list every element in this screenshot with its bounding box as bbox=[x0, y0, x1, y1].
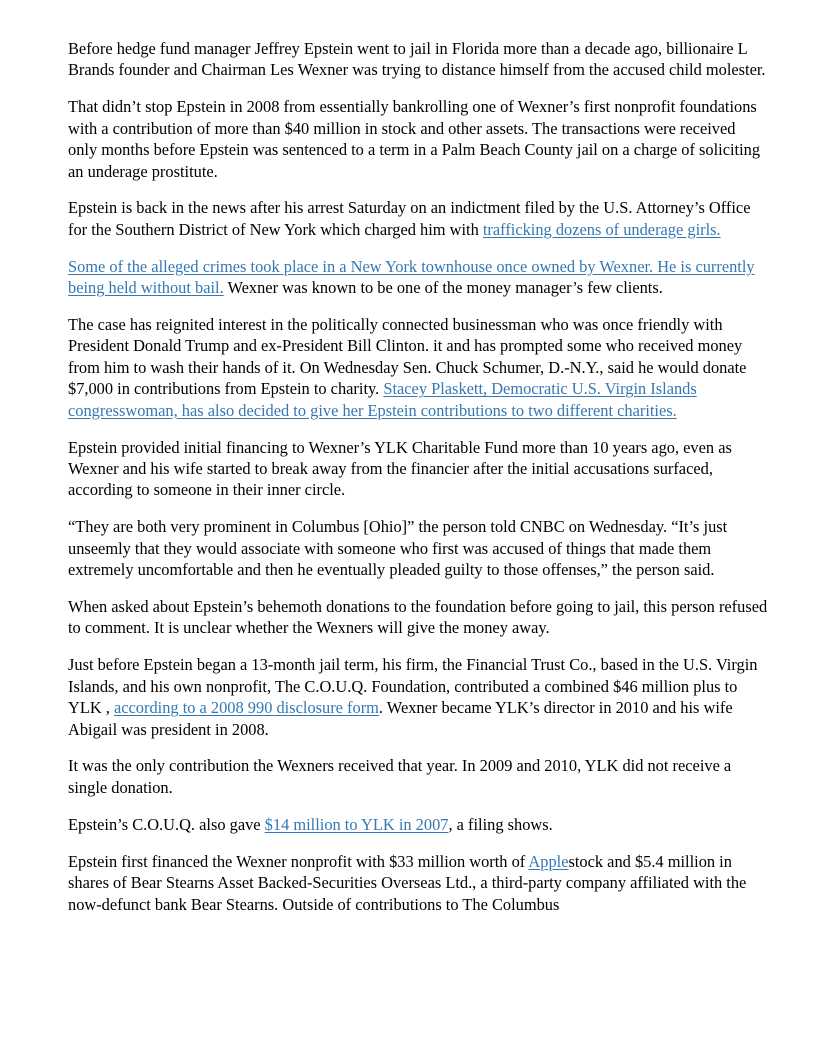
paragraph bbox=[68, 814, 768, 835]
paragraph-text: . Wexner became YLK’s director in 2010 and his wife Abigail was president in 2008. bbox=[68, 698, 733, 739]
paragraph bbox=[68, 516, 768, 580]
paragraph bbox=[68, 314, 768, 421]
paragraph bbox=[68, 197, 768, 240]
paragraph-text: Epstein is back in the news after his arrest Saturday on an indictment filed by the U.S. Attorney’s Office for the Southern District of New York which charged him with bbox=[68, 198, 751, 239]
inline-link[interactable]: according to a 2008 990 disclosure form bbox=[113, 698, 379, 718]
paragraph-text: When asked about Epstein’s behemoth donations to the foundation before going to jail, this person refused to comment. It is unclear whether the Wexners will give the money away. bbox=[68, 597, 768, 638]
paragraph-text: Before hedge fund manager Jeffrey Epstein went to jail in Florida more than a decade ago, billionaire L Brands founder and Chairman Les Wexner was trying to distance himself from the accused child molester. bbox=[68, 39, 766, 80]
paragraph-text: “They are both very prominent in Columbus [Ohio]” the person told CNBC on Wednesday. “It’s just unseemly that they would associate with someone who first was accused of things that made them extremely uncomfortable and then he eventually pleaded guilty to those offenses,” the person said. bbox=[68, 517, 728, 580]
paragraph bbox=[68, 654, 768, 740]
paragraph bbox=[68, 851, 768, 915]
paragraph-text: Epstein first financed the Wexner nonprofit with $33 million worth of bbox=[68, 851, 529, 871]
paragraph-text: stock and $5.4 million in shares of Bear Stearns Asset Backed-Securities Overseas Ltd., a third-party company affiliated with the now-defunct bank Bear Stearns. Outside of contributions to The Columbus bbox=[68, 851, 747, 914]
inline-link[interactable]: Some of the alleged crimes took place in a New York townhouse once owned by Wexner. He is currently being held without bail. bbox=[68, 256, 755, 298]
paragraph-text: It was the only contribution the Wexners received that year. In 2009 and 2010, YLK did not receive a single donation. bbox=[68, 756, 732, 797]
inline-link[interactable]: Apple bbox=[528, 851, 569, 871]
paragraph-text: Epstein provided initial financing to Wexner’s YLK Charitable Fund more than 10 years ago, even as Wexner and his wife started to break away from the financier after the initial accusations surfaced, according to someone in their inner circle. bbox=[68, 437, 732, 500]
article-body bbox=[68, 38, 768, 915]
paragraph-text: Epstein’s C.O.U.Q. also gave bbox=[68, 814, 265, 834]
paragraph-text: , a filing shows. bbox=[448, 814, 553, 834]
paragraph-text: Wexner was known to be one of the money manager’s few clients. bbox=[223, 278, 663, 298]
paragraph bbox=[68, 96, 768, 182]
paragraph-text: The case has reignited interest in the politically connected businessman who was once friendly with President Donald Trump and ex-President Bill Clinton. it and has prompted some who received money from him to wash their hands of it. On Wednesday Sen. Chuck Schumer, D.-N.Y., said he would donate $7,000 in contributions from Epstein to charity. bbox=[68, 315, 747, 399]
inline-link[interactable]: trafficking dozens of underage girls. bbox=[482, 219, 721, 239]
paragraph bbox=[68, 38, 768, 81]
paragraph bbox=[68, 437, 768, 501]
paragraph bbox=[68, 596, 768, 639]
paragraph bbox=[68, 755, 768, 798]
inline-link[interactable]: $14 million to YLK in 2007 bbox=[264, 814, 449, 834]
paragraph bbox=[68, 256, 768, 299]
paragraph-text: Just before Epstein began a 13-month jail term, his firm, the Financial Trust Co., based in the U.S. Virgin Islands, and his own nonprofit, The C.O.U.Q. Foundation, contributed a combined $46 million plus to YLK , bbox=[68, 655, 758, 718]
paragraph-text: That didn’t stop Epstein in 2008 from essentially bankrolling one of Wexner’s first nonprofit foundations with a contribution of more than $40 million in stock and other assets. The transactions were received only months before Epstein was sentenced to a term in a Palm Beach County jail on a charge of soliciting an underage prostitute. bbox=[68, 97, 761, 181]
inline-link[interactable]: Stacey Plaskett, Democratic U.S. Virgin Islands congresswoman, has also decided to give her Epstein contributions to two different charities. bbox=[68, 379, 697, 420]
